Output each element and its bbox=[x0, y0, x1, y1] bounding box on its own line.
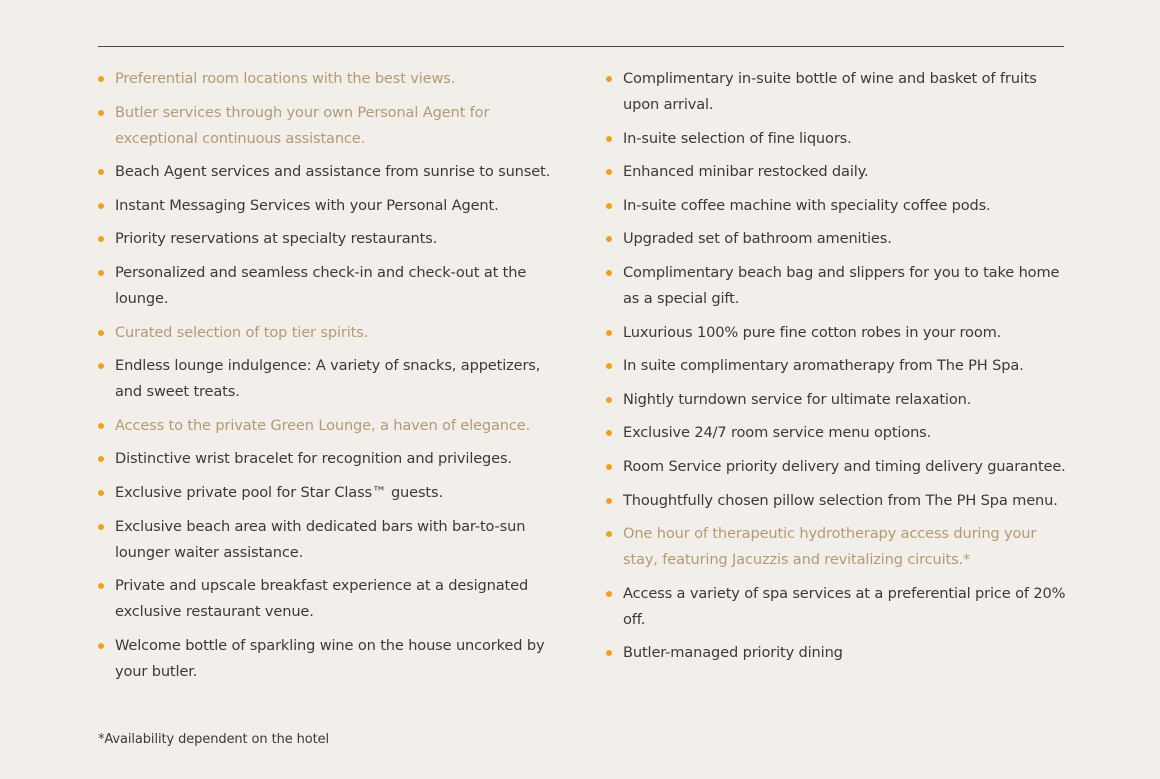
benefit-text: Instant Messaging Services with your Personal Agent. bbox=[115, 196, 499, 214]
benefit-text: Exclusive 24/7 room service menu options. bbox=[623, 424, 932, 442]
benefit-text: In suite complimentary aromatherapy from The PH Spa. bbox=[623, 357, 1024, 375]
benefit-item bbox=[98, 353, 560, 405]
benefit-text: Exclusive private pool for Star Class™ guests. bbox=[115, 483, 443, 501]
availability-footnote: *Availability dependent on the hotel bbox=[98, 732, 330, 747]
benefit-item bbox=[98, 226, 560, 252]
bullet-dot-icon bbox=[606, 76, 612, 82]
benefit-item bbox=[98, 446, 560, 472]
bullet-dot-icon bbox=[606, 363, 612, 369]
benefit-text: One hour of therapeutic hydrotherapy access during your stay, featuring Jacuzzis and revitalizing circuits.* bbox=[623, 525, 1037, 569]
benefit-item bbox=[606, 454, 1068, 480]
benefit-item bbox=[606, 126, 1068, 152]
bullet-dot-icon bbox=[98, 524, 104, 530]
benefit-item bbox=[98, 66, 560, 92]
bullet-dot-icon bbox=[98, 490, 104, 496]
benefit-item bbox=[98, 573, 560, 625]
top-divider bbox=[98, 46, 1064, 47]
benefit-text: Access a variety of spa services at a preferential price of 20% off. bbox=[623, 584, 1066, 628]
benefits-list-left bbox=[98, 66, 560, 692]
benefit-item bbox=[606, 488, 1068, 514]
bullet-dot-icon bbox=[98, 456, 104, 462]
benefit-item bbox=[606, 420, 1068, 446]
bullet-dot-icon bbox=[98, 423, 104, 429]
bullet-dot-icon bbox=[98, 76, 104, 82]
benefit-item bbox=[606, 226, 1068, 252]
benefit-item bbox=[606, 159, 1068, 185]
bullet-dot-icon bbox=[606, 236, 612, 242]
bullet-dot-icon bbox=[98, 643, 104, 649]
benefit-text: Complimentary in-suite bottle of wine and basket of fruits upon arrival. bbox=[623, 70, 1037, 113]
bullet-dot-icon bbox=[98, 110, 104, 116]
benefit-text: In-suite selection of fine liquors. bbox=[623, 129, 852, 147]
benefit-text: Thoughtfully chosen pillow selection from The PH Spa menu. bbox=[623, 491, 1058, 509]
benefit-item bbox=[606, 260, 1068, 312]
bullet-dot-icon bbox=[606, 169, 612, 175]
bullet-dot-icon bbox=[606, 270, 612, 276]
bullet-dot-icon bbox=[606, 203, 612, 209]
bullet-dot-icon bbox=[606, 650, 612, 656]
bullet-dot-icon bbox=[606, 430, 612, 436]
bullet-dot-icon bbox=[98, 236, 104, 242]
benefit-text: Butler-managed priority dining bbox=[623, 644, 843, 662]
bullet-dot-icon bbox=[606, 330, 612, 336]
bullet-dot-icon bbox=[98, 203, 104, 209]
benefit-item bbox=[606, 581, 1068, 633]
benefit-text: Enhanced minibar restocked daily. bbox=[623, 163, 869, 181]
benefit-text: Butler services through your own Personal Agent for exceptional continuous assistance. bbox=[115, 103, 490, 147]
bullet-dot-icon bbox=[606, 464, 612, 470]
benefit-text: Exclusive beach area with dedicated bars with bar-to-sun lounger waiter assistance. bbox=[115, 517, 526, 561]
benefit-item bbox=[98, 320, 560, 346]
benefit-text: Upgraded set of bathroom amenities. bbox=[623, 230, 892, 248]
benefit-item bbox=[606, 320, 1068, 346]
benefit-item bbox=[606, 66, 1068, 118]
benefit-text: Nightly turndown service for ultimate relaxation. bbox=[623, 390, 972, 408]
bullet-dot-icon bbox=[98, 169, 104, 175]
benefit-text: Private and upscale breakfast experience at a designated exclusive restaurant venue. bbox=[115, 577, 529, 621]
benefit-item bbox=[98, 260, 560, 312]
benefit-text: Curated selection of top tier spirits. bbox=[115, 323, 369, 341]
benefit-text: Room Service priority delivery and timing delivery guarantee. bbox=[623, 457, 1066, 475]
benefit-item bbox=[606, 387, 1068, 413]
bullet-dot-icon bbox=[606, 136, 612, 142]
bullet-dot-icon bbox=[606, 591, 612, 597]
bullet-dot-icon bbox=[98, 583, 104, 589]
benefit-text: Preferential room locations with the best views. bbox=[115, 70, 456, 87]
benefit-item bbox=[606, 521, 1068, 573]
benefit-text: Personalized and seamless check-in and check-out at the lounge. bbox=[115, 263, 527, 307]
benefit-item bbox=[98, 480, 560, 506]
benefit-item bbox=[606, 353, 1068, 379]
bullet-dot-icon bbox=[606, 531, 612, 537]
benefit-item bbox=[98, 159, 560, 185]
benefit-item bbox=[98, 633, 560, 685]
bullet-dot-icon bbox=[606, 397, 612, 403]
benefit-text: Priority reservations at specialty restaurants. bbox=[115, 230, 438, 248]
benefits-list-right bbox=[606, 66, 1068, 674]
bullet-dot-icon bbox=[606, 498, 612, 504]
bullet-dot-icon bbox=[98, 363, 104, 369]
benefit-item bbox=[98, 413, 560, 439]
benefit-text: Beach Agent services and assistance from sunrise to sunset. bbox=[115, 163, 551, 181]
benefit-text: Distinctive wrist bracelet for recognition and privileges. bbox=[115, 450, 512, 468]
bullet-dot-icon bbox=[98, 330, 104, 336]
benefit-text: Luxurious 100% pure fine cotton robes in your room. bbox=[623, 323, 1002, 341]
benefit-item bbox=[606, 640, 1068, 666]
benefit-text: In-suite coffee machine with speciality coffee pods. bbox=[623, 196, 991, 214]
bullet-dot-icon bbox=[98, 270, 104, 276]
benefit-text: Endless lounge indulgence: A variety of snacks, appetizers, and sweet treats. bbox=[115, 357, 541, 401]
benefit-item bbox=[98, 100, 560, 152]
benefit-item bbox=[98, 514, 560, 566]
benefit-text: Welcome bottle of sparkling wine on the house uncorked by your butler. bbox=[115, 636, 545, 680]
benefit-item bbox=[606, 193, 1068, 219]
benefit-item bbox=[98, 193, 560, 219]
benefit-text: Complimentary beach bag and slippers for you to take home as a special gift. bbox=[623, 263, 1060, 307]
benefit-text: Access to the private Green Lounge, a haven of elegance. bbox=[115, 416, 531, 434]
